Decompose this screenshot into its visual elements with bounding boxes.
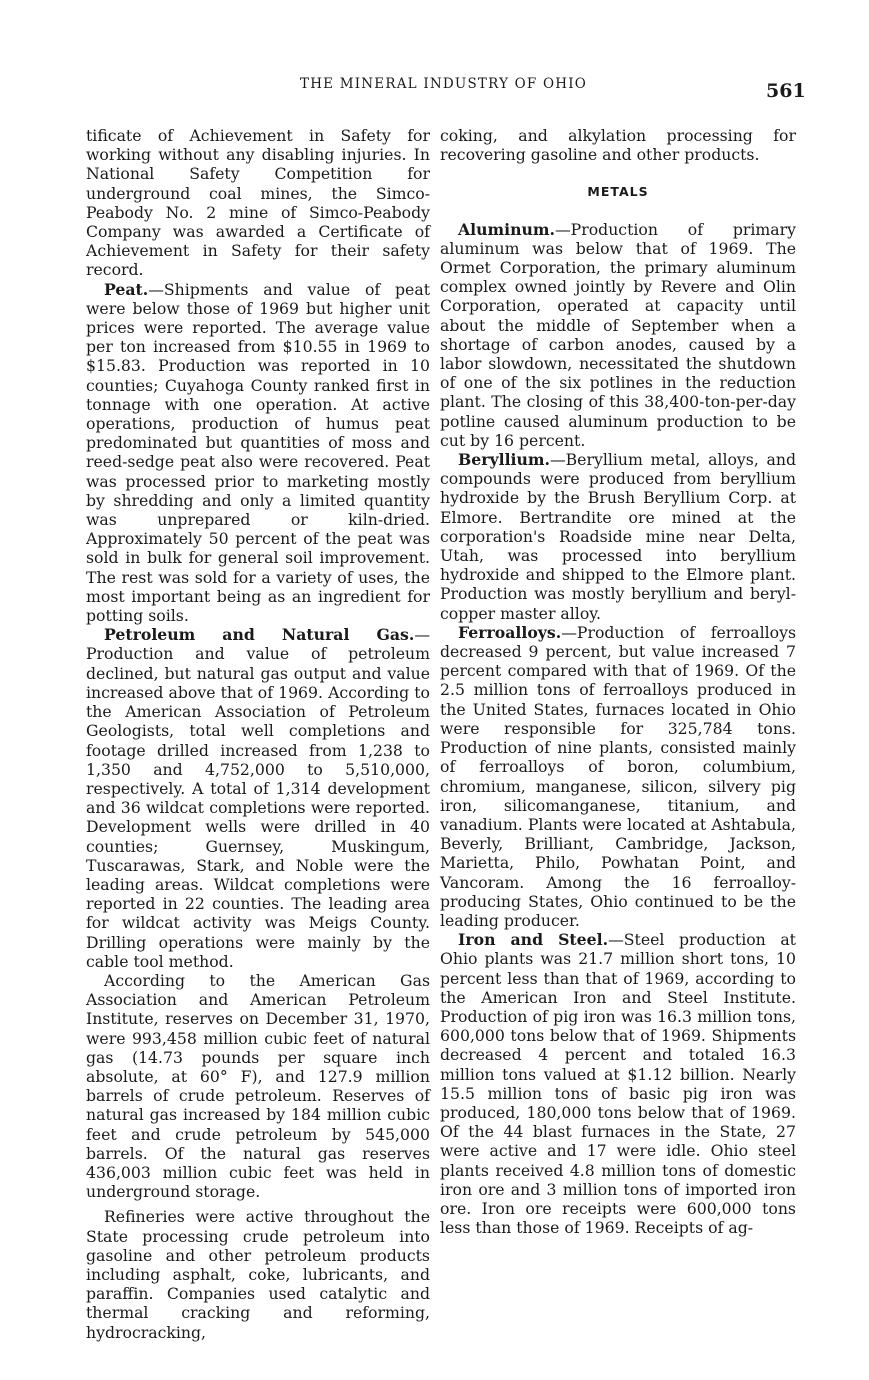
left-column: [86, 126, 430, 1342]
peat-body: —Shipments and value of peat were below those of 1969 but higher unit prices were reported. The average value per ton increased from $10.55 in 1969 to $15.83. Production was reported in 10 counties; Cuyahoga County ranked first in tonnage with one operation. At active operations, production of humus peat predominated but quantities of moss and reed-sedge peat also were recovered. Peat was processed prior to marketing mostly by shredding and only a limited quantity was unprepared or kiln-dried. Approximately 50 percent of the peat was sold in bulk for general soil improvement. The rest was sold for a variety of uses, the most important being as an ingredient for potting soils.: [86, 279, 430, 626]
running-header: THE MINERAL INDUSTRY OF OHIO: [300, 76, 588, 92]
petroleum-body: —Production and value of petroleum declined, but natural gas output and value increased above that of 1969. According to the American Association of Petroleum Geologists, total well completions and footage drilled increased from 1,238 to 1,350 and 4,752,000 to 5,510,000, respectively. A total of 1,314 development and 36 wildcat completions were reported. Development wells were drilled in 40 counties; Guernsey, Muskingum, Tuscarawas, Stark, and Noble were the leading areas. Wildcat completions were reported in 22 counties. The leading area for wildcat activity was Meigs County. Drilling operations were mainly by the cable tool method.: [86, 625, 430, 971]
beryllium-heading: Beryllium.: [458, 450, 550, 470]
section-heading-metals: METALS: [587, 184, 649, 200]
paragraph-coking-continued: coking, and alkylation processing for recovering gasoline and other products.: [440, 126, 796, 165]
beryllium-body: —Beryllium metal, alloys, and compounds were produced from beryllium hydroxide by the Brush Beryllium Corp. at Elmore. Bertrandite ore mined at the corporation's Roadside mine near Delta, Utah, was processed into beryllium hydroxide and shipped to the Elmore plant. Production was mostly beryllium and beryl-copper master alloy.: [440, 450, 796, 623]
paragraph-iron-steel: [440, 930, 796, 1237]
aluminum-body: —Production of primary aluminum was below that of 1969. The Ormet Corporation, the primary aluminum complex owned jointly by Revere and Olin Corporation, operated at capacity until about the middle of September when a shortage of carbon anodes, caused by a labor slowdown, necessitated the shutdown of one of the six potlines in the reduction plant. The closing of this 38,400-ton-per-day potline caused aluminum production to be cut by 16 percent.: [440, 219, 796, 450]
peat-heading: Peat.: [104, 279, 149, 299]
paragraph-safety-continued: tificate of Achievement in Safety for working without any disabling injuries. In National Safety Competition for underground coal mines, the Simco-Peabody No. 2 mine of Simco-Peabody Company was awarded a Certificate of Achievement in Safety for their safety record.: [86, 126, 430, 280]
paragraph-aluminum: [440, 220, 796, 450]
petroleum-heading: Petroleum and Natural Gas.: [104, 625, 415, 645]
right-column: [440, 126, 796, 1237]
page-number: 561: [766, 80, 806, 102]
ferroalloys-heading: Ferroalloys.: [458, 622, 562, 642]
paragraph-petroleum: [86, 625, 430, 971]
paragraph-refineries: Refineries were active throughout the State processing crude petroleum into gasoline and other petroleum products including asphalt, coke, lubricants, and paraffin. Companies used catalytic and thermal cracking and reforming, hydrocracking,: [86, 1207, 430, 1342]
aluminum-heading: Aluminum.: [458, 219, 555, 239]
paragraph-peat: [86, 280, 430, 626]
paragraph-gas-reserves: According to the American Gas Association and American Petroleum Institute, reserves on December 31, 1970, were 993,458 million cubic feet of natural gas (14.73 pounds per square inch absolute, at 60° F), and 127.9 million barrels of crude petroleum. Reserves of natural gas increased by 184 million cubic feet and crude petroleum by 545,000 barrels. Of the natural gas reserves 436,003 million cubic feet was held in underground storage.: [86, 970, 430, 1202]
iron-steel-body: —Steel production at Ohio plants was 21.7 million short tons, 10 percent less than that of 1969, according to the American Iron and Steel Institute. Production of pig iron was 16.3 million tons, 600,000 tons below that of 1969. Shipments decreased 4 percent and totaled 16.3 million tons valued at $1.12 billion. Nearly 15.5 million tons of basic pig iron was produced, 180,000 tons below that of 1969. Of the 44 blast furnaces in the State, 27 were active and 17 were idle. Ohio steel plants received 4.8 million tons of domestic iron ore and 3 million tons of imported iron ore. Iron ore receipts were 600,000 tons less than those of 1969. Receipts of ag-: [440, 930, 796, 1238]
paragraph-beryllium: [440, 450, 796, 623]
paragraph-ferroalloys: [440, 623, 796, 930]
ferroalloys-body: —Production of ferroalloys decreased 9 percent, but value increased 7 percent compared with that of 1969. Of the 2.5 million tons of ferroalloys produced in the United States, furnaces located in Ohio were responsible for 325,784 tons. Production of nine plants, consisted mainly of ferroalloys of boron, columbium, chromium, manganese, silicon, silvery pig iron, silicomanganese, titanium, and vanadium. Plants were located at Ashtabula, Beverly, Brilliant, Cambridge, Jackson, Marietta, Philo, Powhatan Point, and Vancoram. Among the 16 ferroalloy-producing States, Ohio continued to be the leading producer.: [440, 622, 796, 930]
iron-steel-heading: Iron and Steel.: [458, 930, 609, 950]
